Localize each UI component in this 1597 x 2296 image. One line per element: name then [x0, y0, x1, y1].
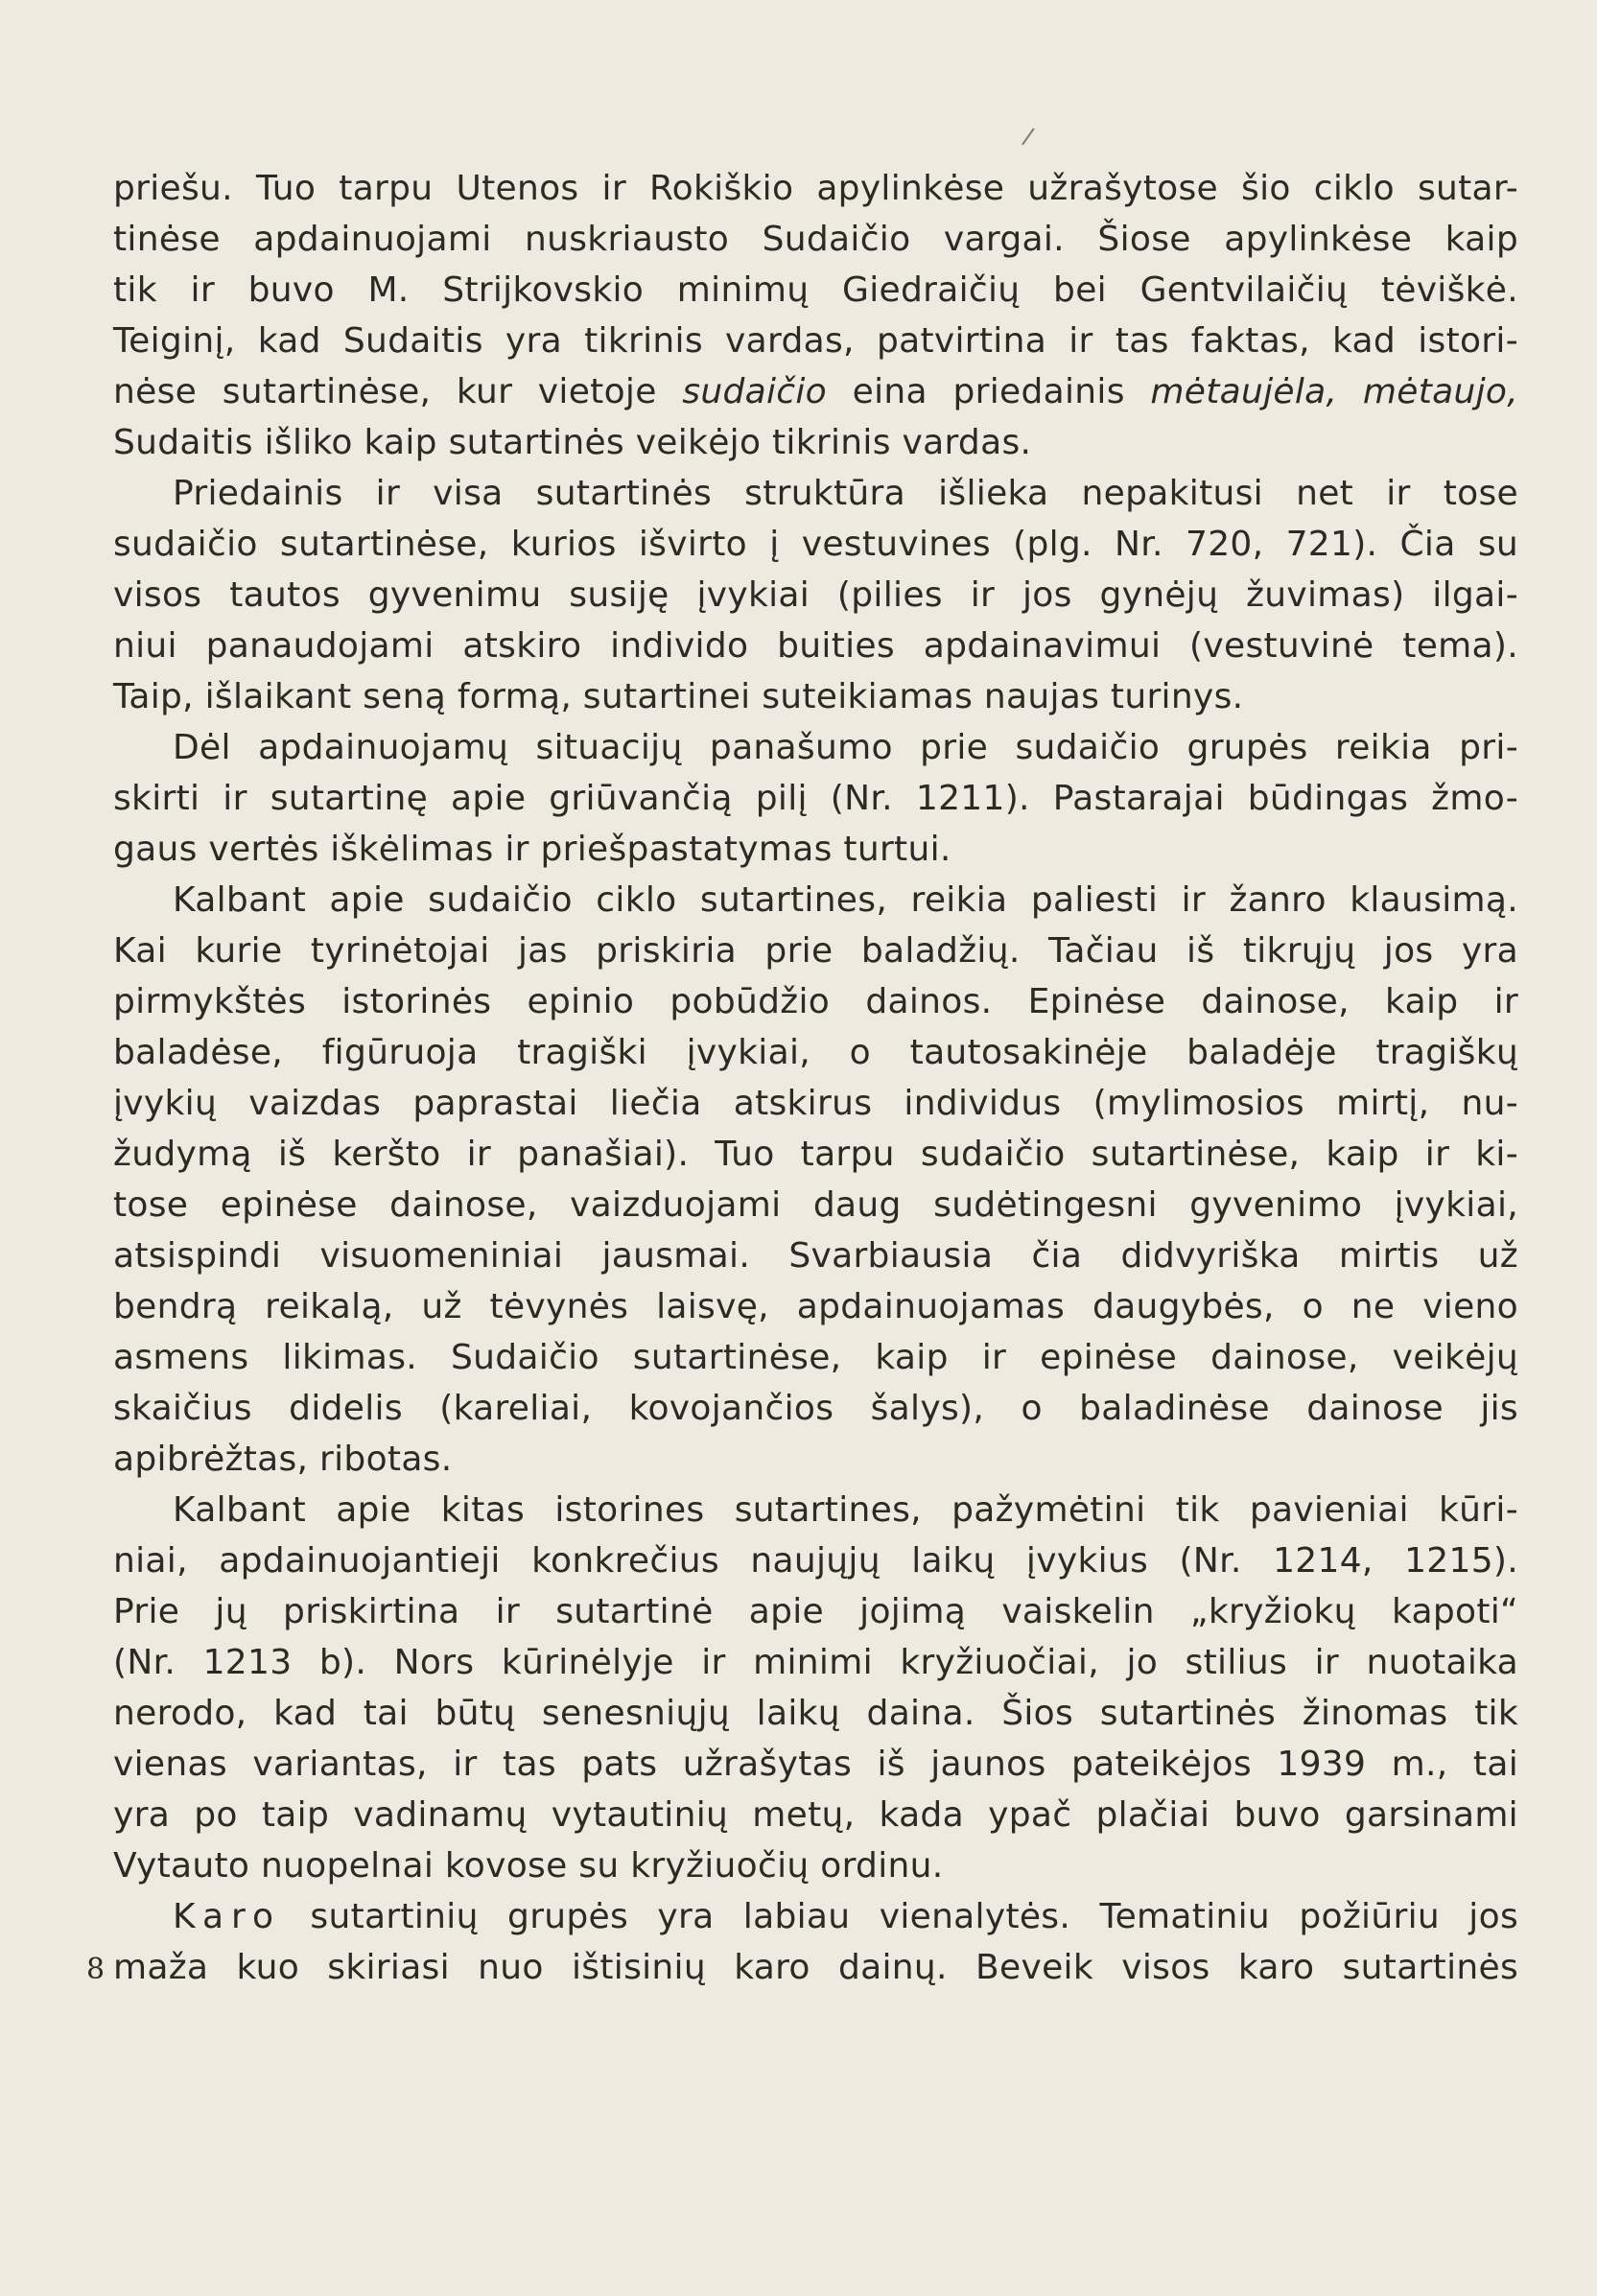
text-line: maža kuo skiriasi nuo ištisinių karo dainų. Beveik visos karo sutartinės	[113, 1948, 1518, 1987]
text-line: vienas variantas, ir tas pats užrašytas iš jaunos pateikėjos 1939 m., tai	[113, 1745, 1518, 1784]
text-line: Priedainis ir visa sutartinės struktūra išlieka nepakitusi net ir tose	[173, 474, 1518, 513]
text-line: (Nr. 1213 b). Nors kūrinėlyje ir minimi kryžiuočiai, jo stilius ir nuotaika	[113, 1643, 1518, 1682]
italic-term: sudaičio	[682, 372, 827, 411]
paragraph-2	[113, 468, 1518, 722]
text-line: tinėse apdainuojami nuskriausto Sudaičio vargai. Šiose apylinkėse kaip	[113, 220, 1518, 259]
paragraph-5	[113, 1485, 1518, 1891]
text-line: pirmykštės istorinės epinio pobūdžio dainos. Epinėse dainose, kaip ir	[113, 982, 1518, 1021]
text-run: nėse sutartinėse, kur vietoje	[113, 372, 683, 411]
text-line: visos tautos gyvenimu susiję įvykiai (pilies ir jos gynėjų žuvimas) ilgai-	[113, 575, 1518, 615]
paragraph-1	[113, 163, 1518, 468]
text-line: gaus vertės iškėlimas ir priešpastatymas turtui.	[113, 830, 951, 869]
text-line: tik ir buvo M. Strijkovskio minimų Giedraičių bei Gentvilaičių tėviškė.	[113, 270, 1518, 310]
paragraph-6	[113, 1891, 1518, 1993]
text-line: skirti ir sutartinę apie griūvančią pilį (Nr. 1211). Pastarajai būdingas žmo-	[113, 779, 1518, 818]
text-line: Vytauto nuopelnai kovose su kryžiuočių ordinu.	[113, 1846, 944, 1886]
text-line: baladėse, figūruoja tragiški įvykiai, o tautosakinėje baladėje tragiškų	[113, 1033, 1518, 1072]
text-line: Kalbant apie kitas istorines sutartines, pažymėtini tik pavieniai kūri-	[173, 1490, 1518, 1530]
text-line: niui panaudojami atskiro individo buities apdainavimui (vestuvinė tema).	[113, 626, 1518, 666]
text-line: bendrą reikalą, už tėvynės laisvę, apdainuojamas daugybės, o ne vieno	[113, 1287, 1518, 1326]
text-line: žudymą iš keršto ir panašiai). Tuo tarpu sudaičio sutartinėse, kaip ir ki-	[113, 1135, 1518, 1174]
italic-term: mėtaujėla, mėtaujo,	[1150, 372, 1518, 411]
text-line: Teiginį, kad Sudaitis yra tikrinis vardas, patvirtina ir tas faktas, kad istori-	[113, 321, 1518, 361]
paragraph-4	[113, 875, 1518, 1485]
text-line: apibrėžtas, ribotas.	[113, 1440, 453, 1479]
text-line: priešu. Tuo tarpu Utenos ir Rokiškio apylinkėse užrašytose šio ciklo sutar-	[113, 169, 1518, 208]
text-line	[113, 366, 1518, 417]
text-run: eina priedainis	[827, 372, 1151, 411]
text-line: asmens likimas. Sudaičio sutartinėse, kaip ir epinėse dainose, veikėjų	[113, 1338, 1518, 1377]
text-line: tose epinėse dainose, vaizduojami daug sudėtingesni gyvenimo įvykiai,	[113, 1185, 1518, 1225]
text-line: Kai kurie tyrinėtojai jas priskiria prie baladžių. Tačiau iš tikrųjų jos yra	[113, 931, 1518, 971]
text-line: sudaičio sutartinėse, kurios išvirto į vestuvines (plg. Nr. 720, 721). Čia su	[113, 525, 1518, 564]
text-line: Kalbant apie sudaičio ciklo sutartines, reikia paliesti ir žanro klausimą.	[173, 880, 1518, 920]
text-line: įvykių vaizdas paprastai liečia atskirus individus (mylimosios mirtį, nu-	[113, 1084, 1518, 1123]
text-line: atsispindi visuomeniniai jausmai. Svarbiausia čia didvyriška mirtis už	[113, 1236, 1518, 1276]
text-line: skaičius didelis (kareliai, kovojančios šalys), o baladinėse dainose jis	[113, 1389, 1518, 1428]
text-line: Dėl apdainuojamų situacijų panašumo prie sudaičio grupės reikia pri-	[173, 728, 1518, 767]
text-line: yra po taip vadinamų vytautinių metų, kada ypač plačiai buvo garsinami	[113, 1795, 1518, 1835]
text-line	[113, 1891, 1518, 1942]
pencil-mark: /	[1020, 122, 1037, 151]
body-text	[113, 163, 1518, 1993]
text-line: niai, apdainuojantieji konkrečius naujųjų laikų įvykius (Nr. 1214, 1215).	[113, 1541, 1518, 1581]
text-line: Sudaitis išliko kaip sutartinės veikėjo tikrinis vardas.	[113, 423, 1032, 462]
paragraph-3	[113, 722, 1518, 875]
text-run: sutartinių grupės yra labiau vienalytės. Tematiniu požiūriu jos	[281, 1897, 1518, 1936]
text-line: Taip, išlaikant seną formą, sutartinei suteikiamas naujas turinys.	[113, 677, 1244, 716]
text-line: Prie jų priskirtina ir sutartinė apie jojimą vaiskelin „kryžiokų kapoti“	[113, 1592, 1518, 1631]
spaced-term: Karo	[173, 1897, 282, 1936]
page-number: 8	[86, 1953, 106, 1986]
text-line: nerodo, kad tai būtų senesniųjų laikų daina. Šios sutartinės žinomas tik	[113, 1694, 1518, 1733]
